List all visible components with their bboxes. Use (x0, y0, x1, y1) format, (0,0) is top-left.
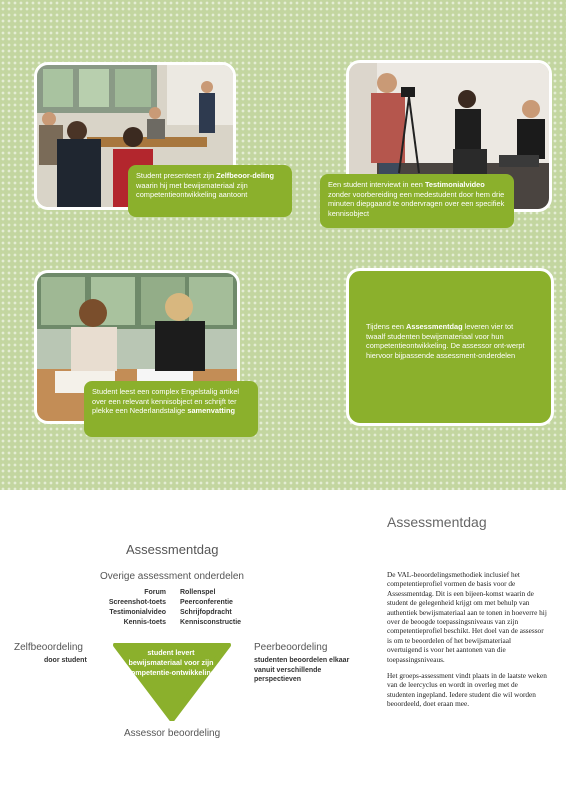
list-item: Schrijfopdracht (180, 609, 232, 616)
assessor-label: Assessor beoordeling (124, 728, 221, 739)
caption-testimonialvideo: Een student interviewt in een Testimonialvideo zonder voorbereiding een medestudent door hem drie minuten diepgaand te ondervragen over een specifiek kennisobject (320, 174, 514, 228)
list-item: Screenshot-toets (108, 599, 166, 606)
peerbeoordeling-label: Peerbeoordeling (254, 642, 328, 653)
list-item: Peerconferentie (180, 599, 233, 606)
diagram-subtitle: Overige assessment onderdelen (100, 571, 244, 582)
list-item: Testimonialvideo (109, 609, 166, 616)
zelfbeoordeling-sub: door student (44, 657, 87, 664)
side-title: Assessmentdag (387, 514, 487, 530)
right-items-list (180, 588, 270, 628)
zelfbeoordeling-label: Zelfbeoordeling (14, 642, 83, 653)
caption-samenvatting: Student leest een complex Engelstalig artikel over een relevant kennisobject en schrijft ter plekke een Nederlandstalige samenvatting (84, 381, 258, 437)
list-item: Forum (144, 589, 166, 596)
side-paragraph-2: Het groeps-assessment vindt plaats in de laatste weken van de leercyclus en wordt in overleg met de studenten ingepland. Iedere student die wil worden beoordeeld, doet eraan mee. (387, 671, 547, 709)
peerbeoordeling-sub: studenten beoordelen elkaar vanuit verschillende perspectieven (254, 657, 350, 683)
list-item: Rollenspel (180, 589, 216, 596)
caption-zelfbeoordeling: Student presenteert zijn Zelfbeoor-deling waarin hij met bewijsmateriaal zijn competentieontwikkeling aantoont (128, 165, 292, 217)
diagram-title: Assessmentdag (126, 542, 219, 557)
list-item: Kennisconstructie (180, 619, 242, 626)
caption-assessmentdag: Tijdens een Assessmentdag leveren vier tot twaalf studenten bewijsmateriaal voor hun competentieontwikkeling. De assessor ont-werpt hiervoor bijpassende assessment-onderdelen (366, 322, 525, 360)
left-items-list (96, 588, 166, 628)
triangle-text: student levert bewijsmateriaal voor zijn competentie-ontwikkeling (126, 648, 216, 677)
side-body (387, 570, 547, 716)
side-paragraph-1: De VAL-beoordelingsmethodiek inclusief het competentieprofiel vormen de basis voor de Assessmentdag. Dit is een bijeen-komst waarin de student de gelegenheid krijgt om met behulp van authentiek bewijsmateriaal aan te tonen in hoeverre hij over de beoogde toepassingsniveaus van zijn competentieprofiel beschikt. Het doel van de assessor is om te beoordelen of het bewijsmateriaal overtuigend is voor het aantonen van die toepassingsniveaus. (387, 570, 547, 664)
list-item: Kennis-toets (123, 619, 166, 626)
